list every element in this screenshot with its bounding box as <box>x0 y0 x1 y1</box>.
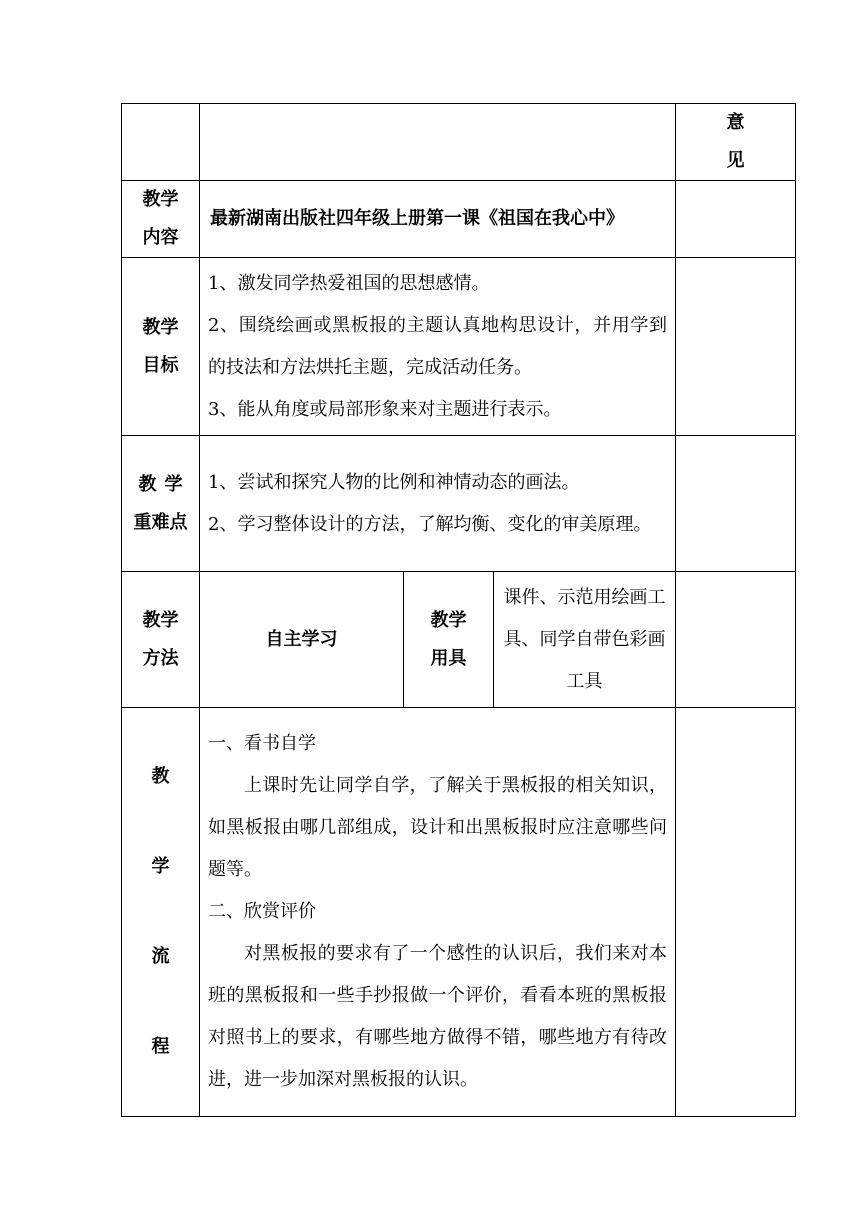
teaching-content-label <box>122 181 200 258</box>
opinion-cell <box>676 181 796 258</box>
label-line: 用具 <box>430 647 467 669</box>
goal-item: 2、围绕绘画或黑板报的主题认真地构思设计，并用学到的技法和方法烘托主题，完成活动任务。 <box>208 314 668 378</box>
label-line: 目标 <box>142 354 179 376</box>
label-line: 教学 <box>142 316 179 338</box>
process-heading: 一、看书自学 <box>208 733 316 754</box>
teaching-method-row <box>122 572 796 708</box>
teaching-method-value: 自主学习 <box>200 572 404 708</box>
label-line: 教学 <box>142 609 179 631</box>
header-row <box>122 104 796 181</box>
teaching-process-label <box>122 708 200 1117</box>
label-line: 教学 <box>138 473 191 495</box>
label-line: 教学 <box>430 609 467 631</box>
label-char: 学 <box>151 856 170 877</box>
label-line: 重难点 <box>133 511 188 533</box>
difficulty-item: 2、学习整体设计的方法，了解均衡、变化的审美原理。 <box>208 513 652 535</box>
teaching-goals-content <box>200 258 676 436</box>
teaching-tools-label <box>404 572 494 708</box>
opinion-cell <box>676 258 796 436</box>
goal-item: 1、激发同学热爱祖国的思想感情。 <box>208 272 490 294</box>
teaching-process-row <box>122 708 796 1117</box>
label-char: 教 <box>151 766 170 787</box>
header-content-cell <box>200 104 676 181</box>
label-char: 流 <box>151 946 170 967</box>
teaching-difficulty-content <box>200 436 676 572</box>
header-label-cell <box>122 104 200 181</box>
opinion-cell <box>676 708 796 1117</box>
label-line: 方法 <box>142 647 179 669</box>
opinion-cell <box>676 572 796 708</box>
process-body: 上课时先让同学自学，了解关于黑板报的相关知识，如黑板报由哪几部组成，设计和出黑板报时应注意哪些问题等。 <box>208 775 668 880</box>
opinion-cell <box>676 436 796 572</box>
teaching-goals-label <box>122 258 200 436</box>
lesson-plan-table <box>121 103 796 1117</box>
difficulty-item: 1、尝试和探究人物的比例和神情动态的画法。 <box>208 471 580 493</box>
goal-item: 3、能从角度或局部形象来对主题进行表示。 <box>208 398 562 420</box>
teaching-goals-row <box>122 258 796 436</box>
label-char: 程 <box>151 1036 170 1057</box>
process-body: 对黑板报的要求有了一个感性的认识后，我们来对本班的黑板报和一些手抄报做一个评价，看看本班的黑板报对照书上的要求，有哪些地方做得不错，哪些地方有待改进，进一步加深对黑板报的认识。 <box>208 943 668 1090</box>
teaching-process-content <box>200 708 676 1117</box>
teaching-difficulty-row <box>122 436 796 572</box>
opinion-column-header: 意见 <box>676 104 796 181</box>
teaching-method-label <box>122 572 200 708</box>
teaching-tools-value: 课件、示范用绘画工具、同学自带色彩画工具 <box>494 572 676 708</box>
teaching-content-row <box>122 181 796 258</box>
teaching-difficulty-label <box>122 436 200 572</box>
label-line: 教学 <box>142 189 179 210</box>
label-line: 内容 <box>142 227 179 248</box>
process-heading: 二、欣赏评价 <box>208 901 316 922</box>
teaching-content-value: 最新湖南出版社四年级上册第一课《祖国在我心中》 <box>200 181 676 258</box>
